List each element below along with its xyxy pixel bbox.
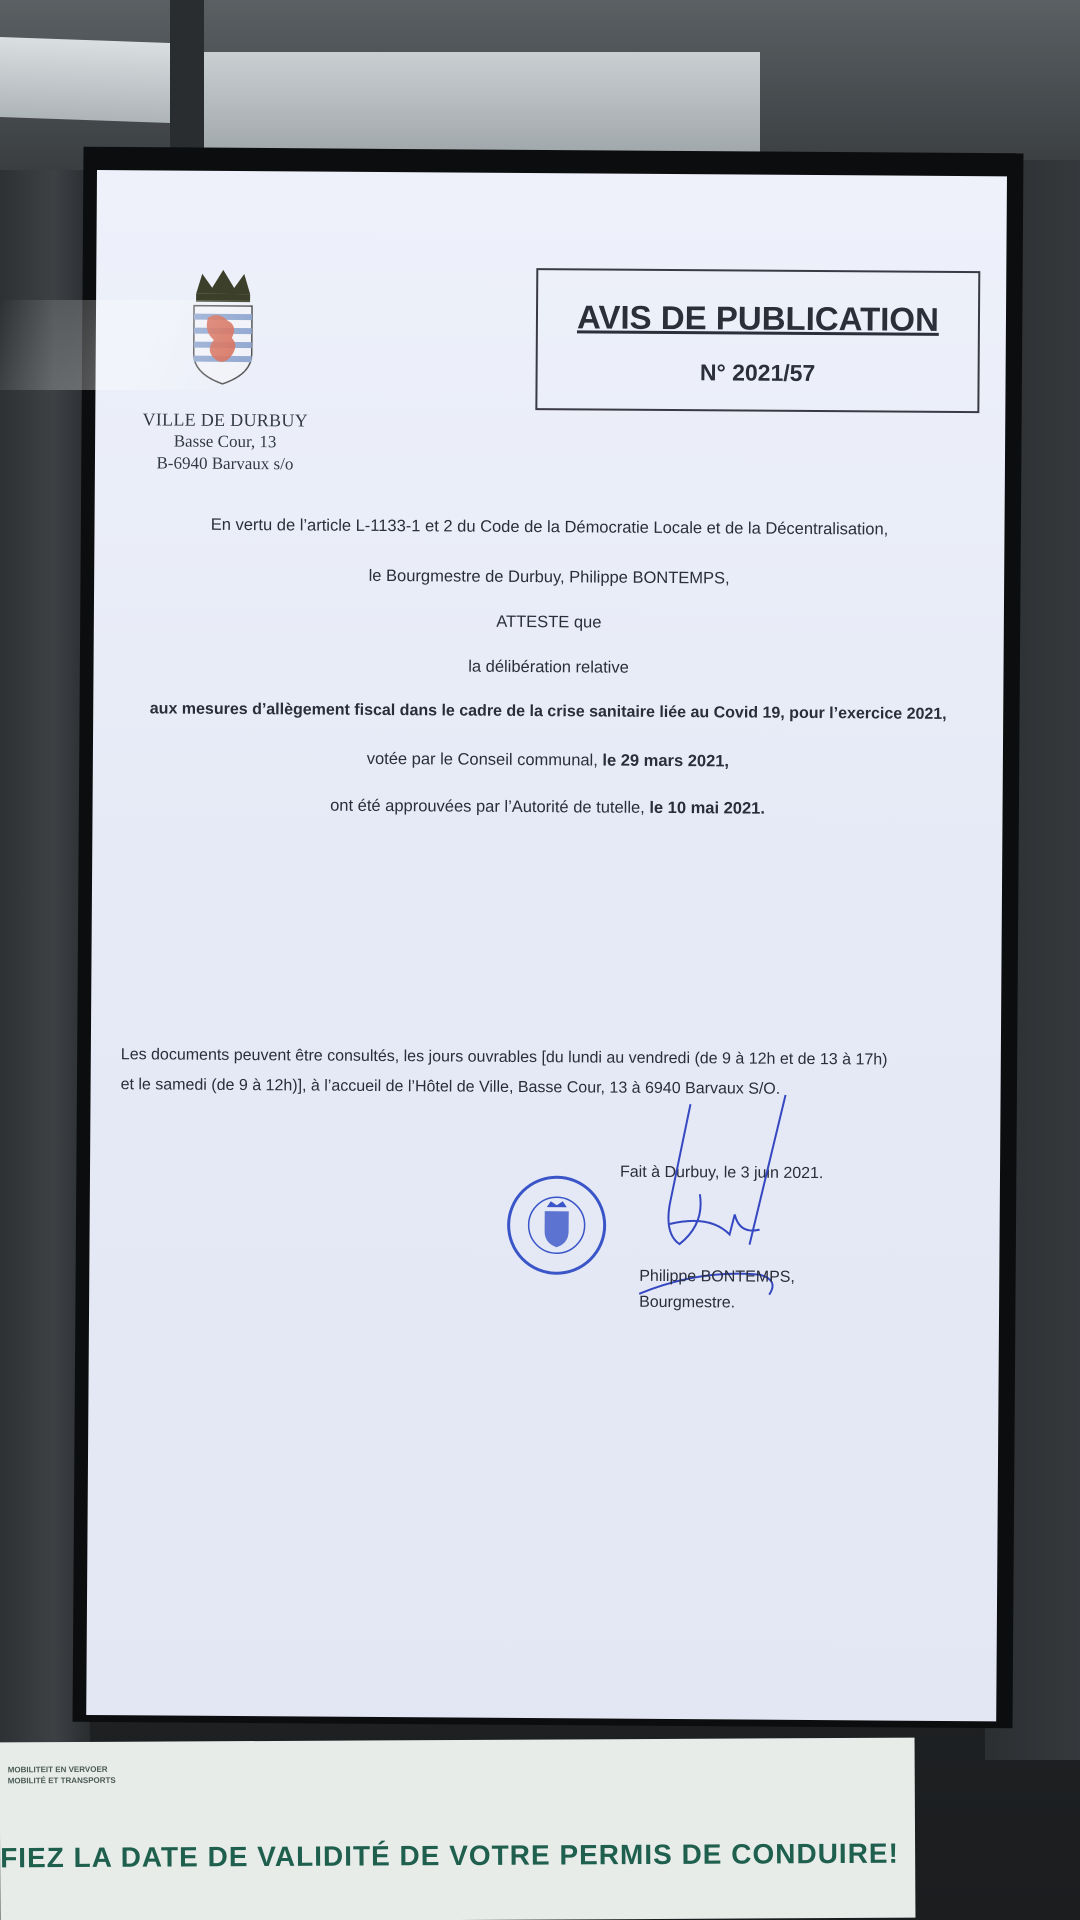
vote-date: le 29 mars 2021, [602, 751, 730, 771]
signatory [639, 1264, 795, 1317]
signatory-name: Philippe BONTEMPS, [639, 1267, 795, 1286]
body-line-6 [93, 748, 1003, 773]
lower-poster [0, 1738, 915, 1920]
poster-headline: FIEZ LA DATE DE VALIDITÉ DE VOTRE PERMIS DE CONDUIRE! [0, 1837, 899, 1874]
city-address [135, 408, 315, 475]
body-line-6-text: votée par le Conseil communal, [366, 749, 603, 770]
body-line-7 [93, 795, 1003, 820]
official-stamp-icon [504, 1173, 610, 1279]
ceiling-light-left [0, 37, 170, 123]
poster-agency-label [8, 1764, 116, 1787]
documents-line-2: et le samedi (de 9 à 12h)], à l’accueil de l’Hôtel de Ville, Basse Cour, 13 à 6940 Barvaux S/O. [120, 1076, 781, 1098]
body-line-5: aux mesures d’allègement fiscal dans le cadre de la crise sanitaire liée au Covid 19, pour l’exercice 2021, [149, 700, 947, 723]
postcode: B-6940 Barvaux s/o [156, 453, 294, 474]
body-line-3: ATTESTE que [496, 612, 602, 632]
poster-agency-nl: MOBILITEIT EN VERVOER [7, 1764, 108, 1775]
body-line-2: le Bourgmestre de Durbuy, Philippe BONTEMPS, [368, 566, 730, 588]
street-address: Basse Cour, 13 [173, 431, 277, 452]
poster-agency-fr: MOBILITÉ ET TRANSPORTS [7, 1775, 116, 1786]
ceiling-beam [170, 0, 204, 170]
body-line-1: En vertu de l’article L-1133-1 et 2 du Code de la Démocratie Locale et de la Décentralisation, [210, 515, 889, 539]
approval-date: le 10 mai 2021. [649, 798, 766, 818]
notice-title-box [535, 268, 980, 413]
body-line-4: la délibération relative [468, 657, 629, 677]
signatory-role: Bourgmestre. [639, 1293, 736, 1312]
body-line-7-text: ont été approuvées par l’Autorité de tutelle, [330, 796, 650, 817]
place-date: Fait à Durbuy, le 3 juin 2021. [619, 1163, 824, 1183]
city-name: VILLE DE DURBUY [142, 409, 309, 431]
notice-number: N° 2021/57 [699, 359, 816, 387]
notice-title: AVIS DE PUBLICATION [576, 298, 939, 338]
documents-paragraph [121, 1040, 971, 1106]
ceiling-light-right [200, 52, 760, 162]
notice-paper [86, 170, 1007, 1721]
documents-line-1: Les documents peuvent être consultés, les jours ouvrables [du lundi au vendredi (de 9 à 12h et de 13 à 17h) [120, 1046, 888, 1069]
window-glare [0, 300, 250, 390]
